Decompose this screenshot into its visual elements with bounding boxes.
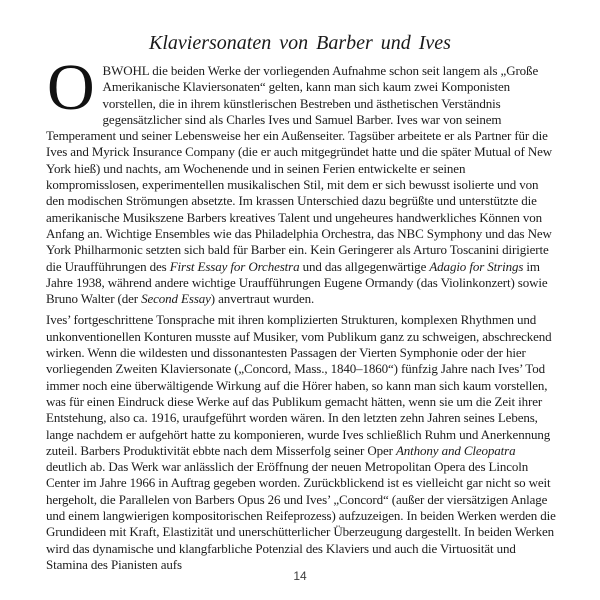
drop-cap: O: [47, 51, 95, 124]
paragraph-text: BWOHL die beiden Werke der vorliegenden Aufnahme schon seit langem als „Große Amerikanische Klaviersonaten“ gelten, kann man sich kaum zwei Komponisten vorstellen, die in ihrem künstlerischen Bestreben und ästhetischen Verständnis gegensätzlicher sind als Charles Ives und Samuel Barber. Ives war von seinem Temperament und seiner Lebensweise her ein Außenseiter. Tagsüber arbeitete er als Partner für die Ives and Myrick Insurance Company (die er auch mitgegründet hatte und die später Mutual of New York hieß) und nachts, am Wochenende und in seinen Ferien entwickelte er seinen kompromisslosen, experimentellen musikalischen Stil, mit dem er sich bewusst isolierte und von den modischen Strömungen absetzte. Im krassen Unterschied dazu begrüßte und unterstützte die amerikanische Musikszene Barbers kreatives Talent und ungeheures handwerkliches Können von Anfang an. Wichtige Ensembles wie das Philadelphia Orchestra, das NBC Symphony und das New York Philharmonic setzten sich bald für Barber ein. Kein Geringerer als Arturo Toscanini dirigierte die Uraufführungen des First Essay for Orchestra und das allgegenwärtige Adagio for Strings im Jahre 1938, während andere wichtige Uraufführungen Eugene Ormandy (das Violinkonzert) sowie Bruno Walter (der Second Essay) anvertraut wurden.: [46, 63, 553, 307]
body-text: [46, 51, 556, 573]
body-paragraph: [46, 312, 556, 573]
paragraph-text: Ives’ fortgeschrittene Tonsprache mit ihren komplizierten Strukturen, komplexen Rhythmen und unkonventionellen Konturen musste auf Musiker, vom Publikum ganz zu schweigen, abschreckend wirken. Wenn die wildesten und dissonantesten Passagen der Vierten Symphonie oder der hier vorliegenden Zweiten Klaviersonate („Concord, Mass., 1840–1860“) fünfzig Jahre nach Ives’ Tod immer noch eine überwältigende Wirkung auf die Hörer haben, so kann man sich kaum vorstellen, was für einen Eindruck diese Werke auf das Publikum gemacht hätten, wenn sie um die Zeit ihrer Entstehung, also ca. 1916, uraufgeführt worden wären. In den letzten zehn Jahren seines Lebens, lange nachdem er aufgehört hatte zu komponieren, wurde Ives schließlich Ruhm und Anerkennung zuteil. Barbers Produktivität ebbte nach dem Misserfolg seiner Oper Anthony and Cleopatra deutlich ab. Das Werk war anlässlich der Eröffnung der neuen Metropolitan Opera des Lincoln Center im Jahre 1966 in Auftrag gegeben worden. Zurückblickend ist es vielleicht gar nicht so weit hergeholt, die Parallelen von Barbers Opus 26 und Ives’ „Concord“ (außer der viersätzigen Anlage und einem langwierigen kompositorischen Reifeprozess) aufzuzeigen. In beiden Werken werden die Grundideen mit Kraft, Elastizität und unerschütterlicher Überzeugung dargestellt. In beiden Werken wird das dynamische und klangfarbliche Potenzial des Klaviers und auch die Virtuosität und Stamina des Pianisten aufs: [46, 312, 556, 572]
body-paragraph: [46, 51, 556, 307]
page-title: Klaviersonaten von Barber und Ives: [149, 32, 451, 54]
page-number: 14: [293, 569, 307, 583]
